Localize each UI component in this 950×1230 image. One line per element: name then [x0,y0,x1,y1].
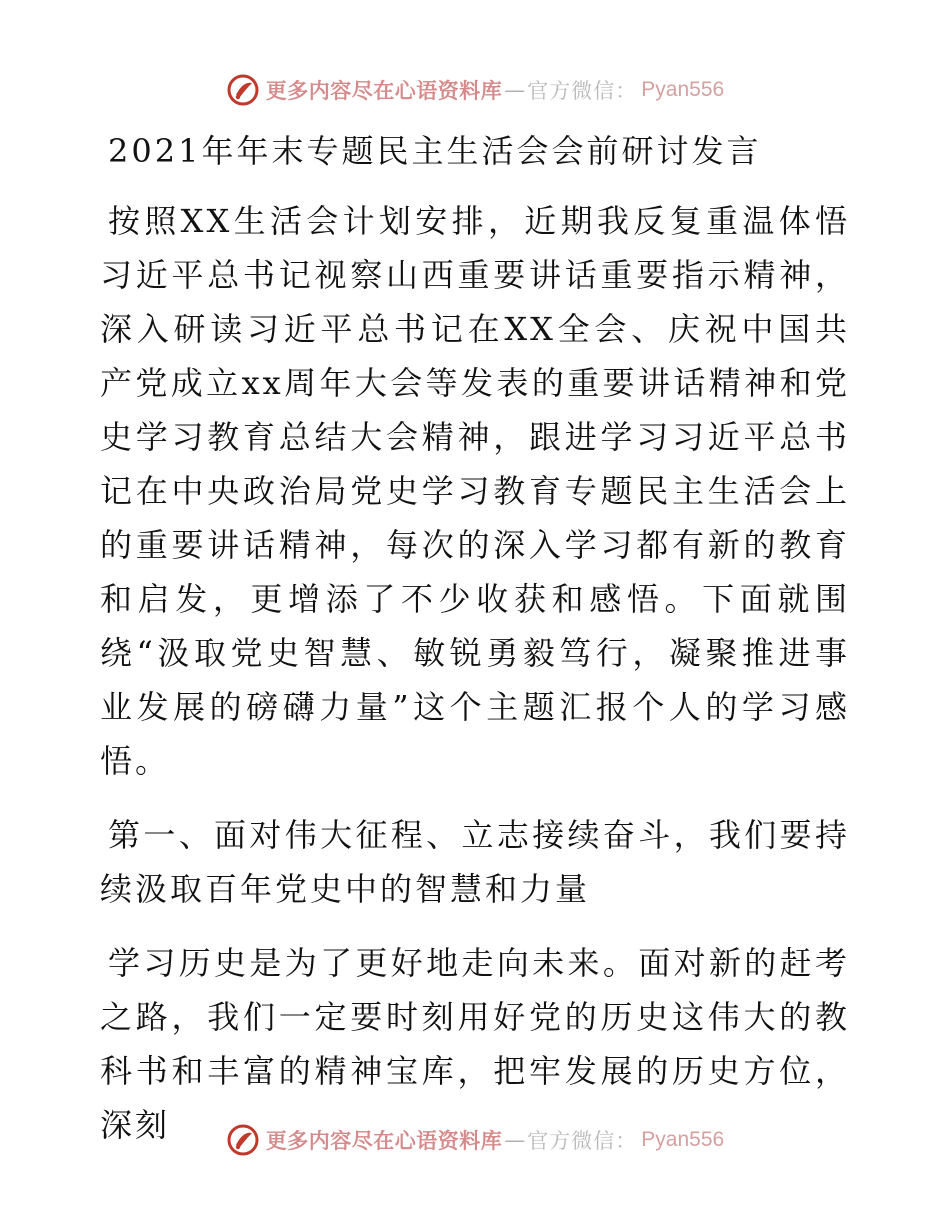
logo-icon [226,1123,260,1157]
logo-icon [226,73,260,107]
document-title: 2021年年末专题民主生活会会前研讨发言 [108,132,762,170]
section-heading-1: 第一、面对伟大征程、立志接续奋斗，我们要持续汲取百年党史中的智慧和力量 [100,816,850,908]
paragraph-section-1: 学习历史是为了更好地走向未来。面对新的赶考之路，我们一定要时刻用好党的历史这伟大的教科书和丰富的精神宝库，把牢发展的历史方位，深刻 [100,944,850,1144]
watermark-brand: 更多内容尽在心语资料库 [265,79,503,103]
watermark-wechat-id: Pyan556 [641,78,725,101]
watermark-wechat-label: 官方微信： [527,79,638,103]
document-body [100,124,850,1172]
watermark-separator: — [504,78,526,102]
watermark-banner-top [0,70,950,110]
watermark-wechat-id: Pyan556 [641,1128,725,1151]
watermark-brand: 更多内容尽在心语资料库 [265,1129,503,1153]
paragraph-intro: 按照XX生活会计划安排，近期我反复重温体悟习近平总书记视察山西重要讲话重要指示精神，深入研读习近平总书记在XX全会、庆祝中国共产党成立xx周年大会等发表的重要讲话精神和党史学习教育总结大会精神，跟进学习习近平总书记在中央政治局党史学习教育专题民主生活会上的重要讲话精神，每次的深入学习都有新的教育和启发，更增添了不少收获和感悟。下面就围绕“汲取党史智慧、敏锐勇毅笃行，凝聚推进事业发展的磅礴力量”这个主题汇报个人的学习感悟。 [100,202,850,780]
watermark-wechat-label: 官方微信： [527,1129,638,1153]
watermark-separator: — [504,1128,526,1152]
watermark-banner-bottom [0,1120,950,1160]
